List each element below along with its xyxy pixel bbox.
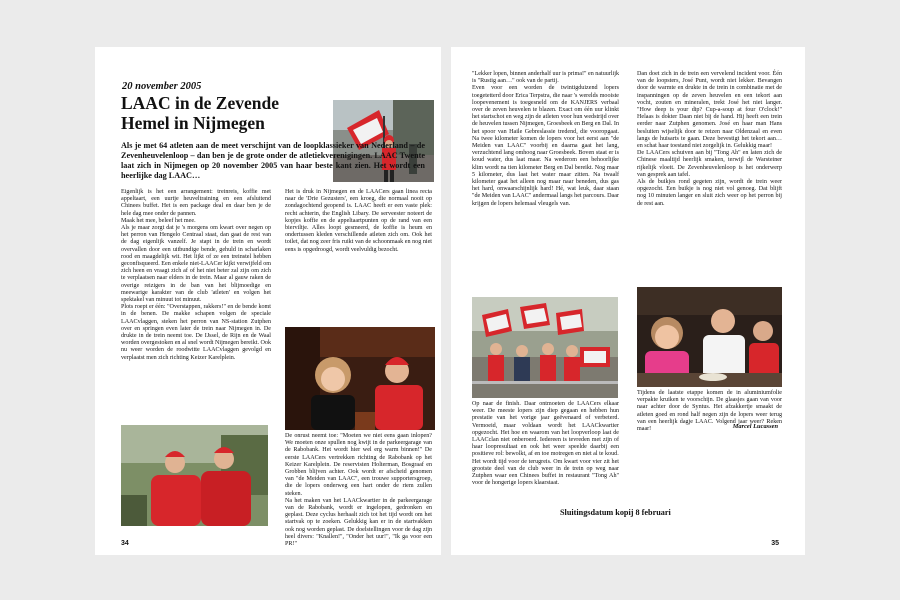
group-flags-image (472, 297, 618, 398)
photo-two-runners (121, 425, 268, 526)
column-3-top-text: "Lekker lopen, binnen anderhalf uur is prima!" en natuurlijk is "Rustig aan…" ook van de partij. Even voor een worden de twintigduizend lopers toegetetterd door Erica Terpstra, die naar 's werelds mooiste loopevenement is toegesneld om de KANJERS verbaal over de zeven heuvelen te blazen. Exact om één uur klinkt het startschot en weg zijn de atleten voor hun wedstrijd over de heuvelen tussen Nijmegen, Groesbeek en Berg en Dal. In het spoor van Haile Gebreslassie tredend, die vooropgaat. Na twee kilometer komen de lopers voor het eerst aan "de Meiden van LAAC" voorbij en daarna gaat het lang, verzuchtend lang omhoog naar Groesbeek. Boven staat er is koud water, dus laat maar. Na wederom een behoorlijke klim wordt na tien kilometer Berg en Dal bereikt. Nog maar 5 kilometer, dus laat het water maar zitten. Na twaalf kilometer gaat het alleen nog maar naar beneden, dus gas het hard, onwaarschijnlijk hard! Hé, wat leuk, daar staan "de Meiden van LAAC" andermaal langs het parcours. Daar krijgen de lopers helemaal vleugels van. (472, 71, 619, 207)
column-3-bottom (472, 401, 619, 487)
pub-image (285, 327, 435, 430)
two-runners-image (121, 425, 268, 526)
column-4-top-text: Dan doet zich in de trein een vervelend incident voor. Één van de loopsters, José Punt, wordt niet lekker. Bevangen door de warmte en drukte in de trein in combinatie met de inspanningen op de zeven heuvelen en een tekort aan vocht, zouten en mineralen, trekt José het niet langer. "How deep is your dip? Cup-a-soup at four O'clock!" Helaas is dokter Daan niet bij de hand. Hij heeft een trein eerder naar Zutphen genomen. José en haar man Hans besluiten wijselijk door te reizen naar Oldenzaal en even langs de huisarts te gaan. Deze bevestigt het tekort aan…en schat haar toestand niet zorgelijk in. Gelukkig maar! De LAACers schuiven aan bij "Tong Ah" en laten zich de Chinese maaltijd heerlijk smaken, terwijl de Warsteiner rijkelijk vloeit. De Zevenheuvelenloop is het onderwerp van gesprek aan tafel. Als de buikjes rond gegeten zijn, wordt de trein weer opgezocht. Een buikje is nog niet vol genoeg. Dat blijft nog 10 minuten langer en sluit zich weer op het perron bij de rest aan. (637, 71, 782, 207)
right-page (451, 47, 805, 555)
photo-pub (285, 327, 435, 430)
article-lead: Als je met 64 atleten aan de meet verschijnt van de loopklassieker van Nederland – de Zevenheuvelenloop – dan ben je de grote onder de atletiekverenigingen. LAAC Twente laat zich in Nijmegen op 20 november 2005 van haar beste kant zien. Het wordt een heerlijke dag LAAC… (121, 141, 425, 180)
column-3-bottom-text: Op naar de finish. Daar ontmoeten de LAACers elkaar weer. De meeste lopers zijn diep gegaan en hebben hun prestatie van het vorige jaar geëvenaard of verbeterd. Vermoeid, maar voldaan wordt het LAACkwartier opgezocht. Het hoe en waarom van het loopverloop laat de LAACclan niet onberoerd. Iedereen is tevreden met zijn of haar loopresultaat en ook het weer speelde daarbij een positieve rol: bewolkt, af en toe motregen en niet al te koud. Het wordt tijd voor de terugreis. Om kwart voor vier zit het grootste deel van de club weer in de trein op weg naar Zutphen waar een Chinees buffet in restaurant "Tong Ah" voor de hongerige lopers klaarstaat. (472, 401, 619, 487)
column-2-top (285, 189, 432, 254)
photo-dinner (637, 287, 782, 387)
left-page (95, 47, 441, 555)
column-2-bottom (285, 433, 432, 548)
column-4-bottom-text: Tijdens de laatste etappe komen de in aluminiumfolie verpakte kruiken te voorschijn. De glaasjes gaan van voor naar achter door de Syntus. Het afzakkertje smaakt de atleten goed en rond half negen zijn de lopers weer terug van een heerlijk dagje LAAC. Volgend jaar weer? Reken maar! (637, 390, 782, 433)
article-date: 20 november 2005 (122, 81, 202, 92)
photo-group-flags (472, 297, 618, 398)
page-number-right: 35 (771, 540, 779, 547)
page-number-left: 34 (121, 540, 129, 547)
dinner-image (637, 287, 782, 387)
column-1 (121, 189, 271, 362)
column-4-top (637, 71, 782, 208)
column-3-top (472, 71, 619, 208)
closing-date: Sluitingsdatum kopij 8 februari (560, 508, 671, 517)
column-1-text: Eigenlijk is het een arrangement: treinreis, koffie met appeltaart, een uurtje heuveltraining en een afsluitend Chinees buffet. Het is een package deal en daar ben je de hele dag mee onder de pannen. Maak het mee, beleef het mee. Als je maar zorgt dat je 's morgens om kwart over negen op het perron van Hengelo Centraal staat, dan gaat de rest van de dag eigenlijk vanzelf. Je stapt in de trein en wordt overvallen door een uitbundige bende, gehuld in scharlaken rood en maagdelijk wit. Het lijkt of ze een treinstel hebben geconfisqueerd. Een enkele niet-LAACer kijkt verwijfeld om zich heen en vraagt zich af of het niet beter zal zijn om zich te verplaatsen naar elders in de trein. Maar al gauw raken de overige reizigers in de ban van het blijmoedige en meewarige karakter van de club 'atleten' en volgen het spektakel van minuut tot minuut. Plots roept er één: "Overstappen, rakkers!" en de bende komt in de benen. De makke schapen volgen de speciale LAACvlaggen, steken het perron van NS-station Zutphen over en springen even later de trein naar Nijmegen in. De drukte in de trein neemt toe. De IJssel, de Rijn en de Waal worden overgestoken en al snel wordt Nijmegen bereikt. Ook nu weer worden de roodwitte LAACvlaggen gevolgd en verplaatst men zich richting Keizer Karelplein. (121, 189, 271, 361)
author: Marcel Lucassen (732, 423, 778, 430)
column-2-bottom-text: De onrust neemt toe: "Moeten we niet eens gaan inlopen? We moeten onze spullen nog kwijt in de parkeergarage van de Rabobank. Het wordt hier wel erg warm binnen!" De eerste LAACers vertrekken richting de Rabobank op het Keizer Karelplein. De reservisten Holterman, Bosgraaf en Grobben blijven achter. Ook wordt er afscheid genomen van "de Meiden van LAAC", een trouwe supportersgroep, die de lopers onderweg een hart onder de riem zullen steken. Na het maken van het LAACkwartier in de parkeergarage van de Rabobank, wordt er ingelopen, gedronken en geplast. Deze cyclus herhaalt zich tot het tijd wordt om het startvak op te zoeken. Gelukkig kan er in de startvakken ook nog worden geplast. De doelstellingen voor de dag zijn heel divers: "Knallen!", "Onder het uur!", "Ik ga voor een PR!" (285, 433, 432, 548)
article-title: LAAC in de Zevende Hemel in Nijmegen (121, 93, 279, 133)
column-2-top-text: Het is druk in Nijmegen en de LAACers gaan linea recta naar de 'Drie Gezusters', een kroeg, die normaal nooit op zondagochtend geopend is. LAAC heeft er een vaste plek: recht achterin, the English Libary. De serveester noteert de kopjes koffie en de appeltaartpunten op de rand van een bierviltje. Alles loopt gesmeerd, de koffie is heum en ondertussen kleden verschillende atleten zich om. Ook het toilet, dat nog zeer fris ruikt van de schoonmaak en nog niet eens is opgedroogd, wordt veelvuldig bezocht. (285, 189, 432, 253)
